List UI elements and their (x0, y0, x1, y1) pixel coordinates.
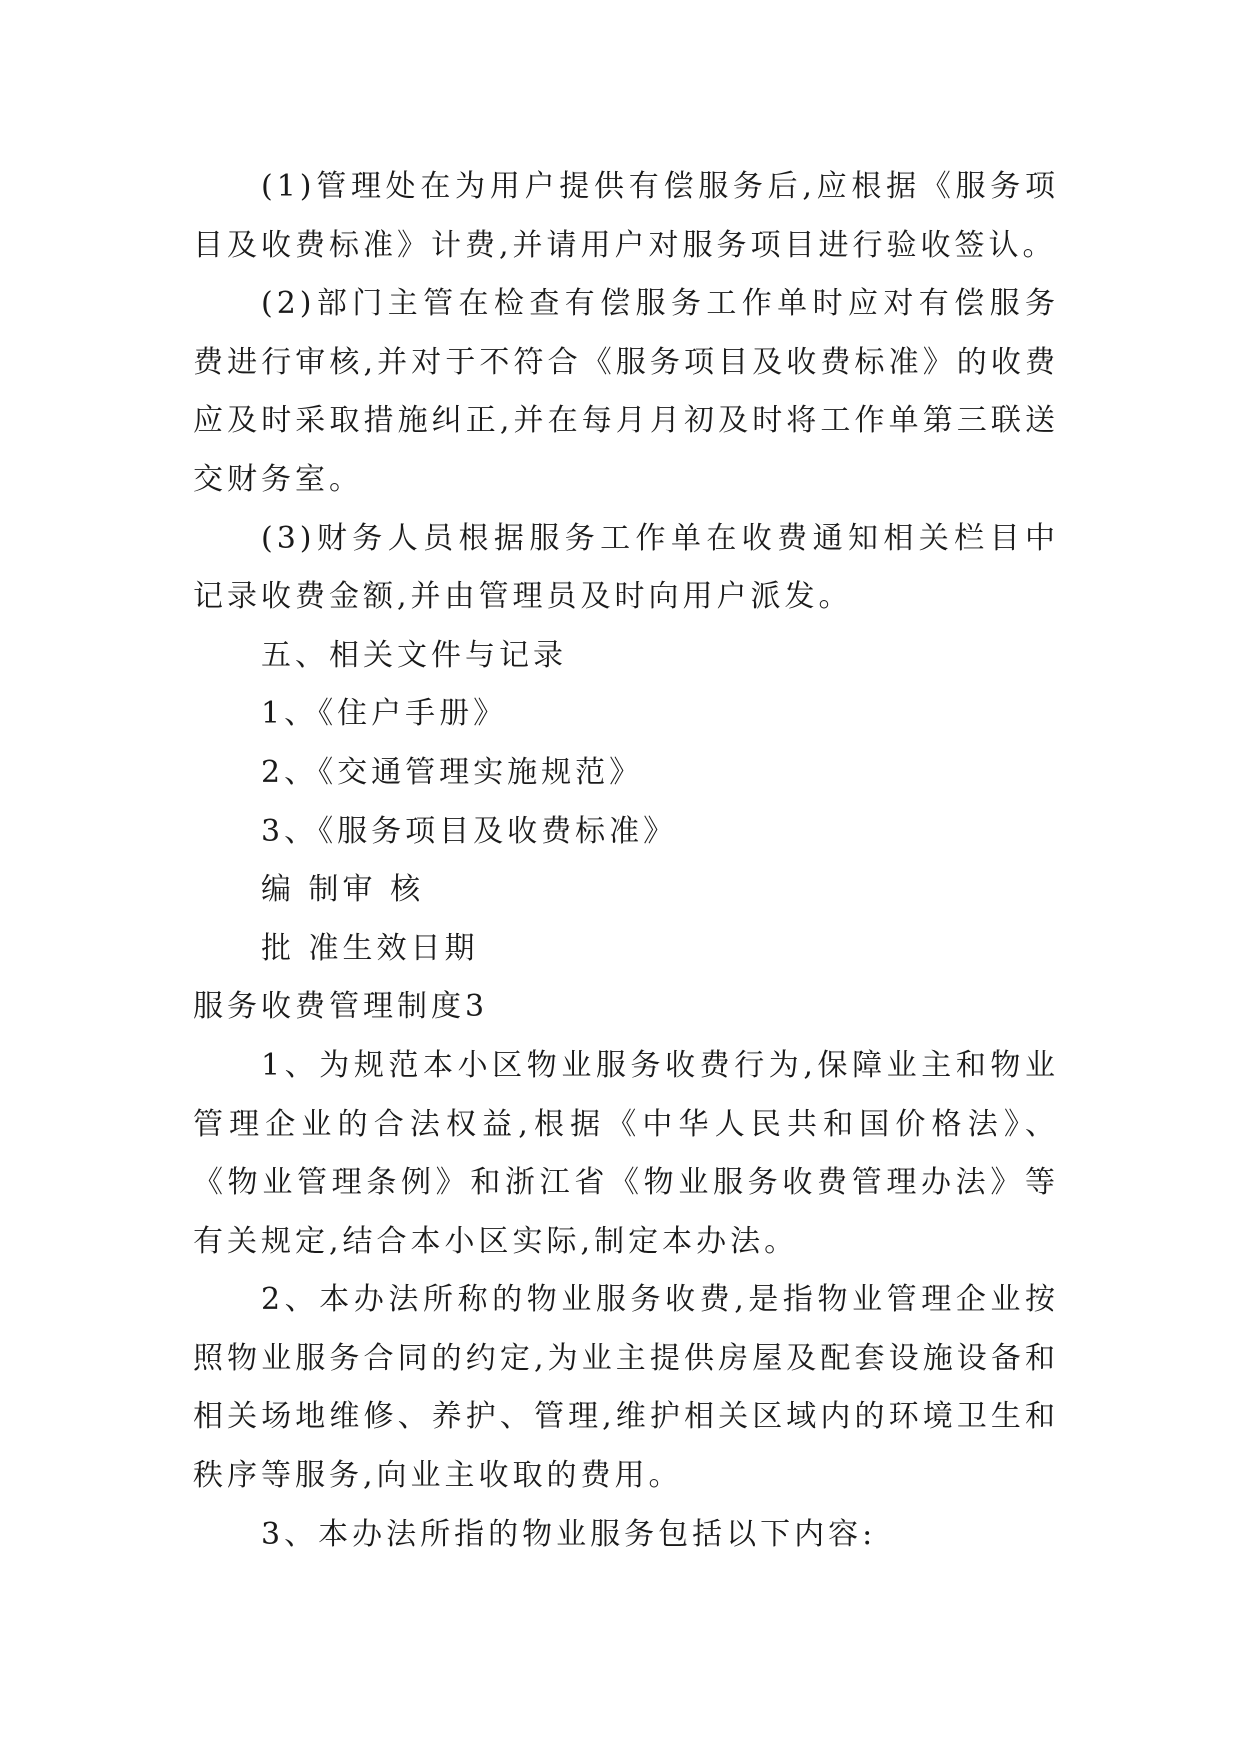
list-item-3: 3、《服务项目及收费标准》 (261, 813, 678, 849)
paragraph-6: 3、本办法所指的物业服务包括以下内容: (261, 1516, 877, 1552)
paragraph-3: (3)财务人员根据服务工作单在收费通知相关栏目中记录收费金额,并由管理员及时向用户派发。 (193, 520, 1059, 615)
section-heading-5: 五、相关文件与记录 (261, 637, 567, 673)
paragraph-2: (2)部门主管在检查有偿服务工作单时应对有偿服务费进行审核,并对于不符合《服务项目及收费标准》的收费应及时采取措施纠正,并在每月月初及时将工作单第三联送交财务室。 (193, 286, 1059, 497)
paragraph-1: (1)管理处在为用户提供有偿服务后,应根据《服务项目及收费标准》计费,并请用户对服务项目进行验收签认。 (193, 169, 1059, 263)
paragraph-5: 2、本办法所称的物业服务收费,是指物业管理企业按照物业服务合同的约定,为业主提供房屋及配套设施设备和相关场地维修、养护、管理,维护相关区域内的环境卫生和秩序等服务,向业主收取的费用。 (193, 1282, 1059, 1494)
signature-line-2: 批 准生效日期 (261, 930, 479, 966)
paragraph-4: 1、为规范本小区物业服务收费行为,保障业主和物业管理企业的合法权益,根据《中华人民共和国价格法》、《物业管理条例》和浙江省《物业服务收费管理办法》等有关规定,结合本小区实际,制定本办法。 (193, 1047, 1059, 1259)
list-item-1: 1、《住户手册》 (261, 696, 508, 732)
document-body (193, 158, 1059, 1564)
list-item-2: 2、《交通管理实施规范》 (261, 754, 644, 790)
document-title: 服务收费管理制度3 (193, 989, 489, 1025)
signature-line-1: 编 制审 核 (261, 872, 425, 908)
